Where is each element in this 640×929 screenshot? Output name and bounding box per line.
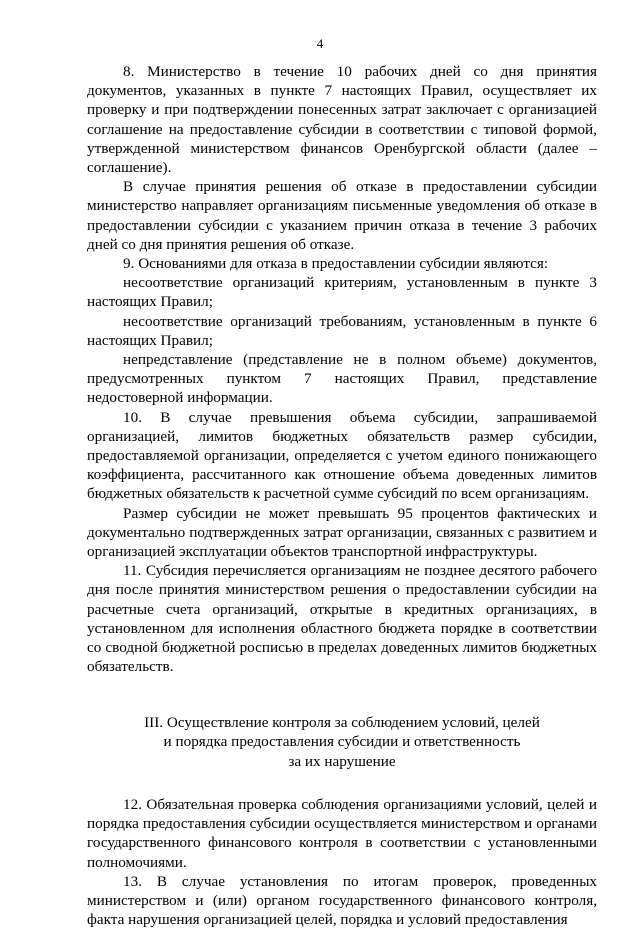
paragraph-refusal-notice: В случае принятия решения об отказе в предоставлении субсидии министерство направляет организациям письменные уведомления об отказе в предоставлении субсидии с указанием причин отказа в течение 3 рабочих дней со дня принятия решения об отказе. (87, 178, 597, 253)
paragraph-8: 8. Министерство в течение 10 рабочих дней со дня принятия документов, указанных в пункте 7 настоящих Правил, осуществляет их проверку и при подтверждении понесенных затрат заключает с организацией соглашение на предоставление субсидии в соответствии с типовой формой, утвержденной министерством финансов Оренбургской области (далее – соглашение). (87, 63, 597, 177)
document-body (87, 62, 597, 929)
paragraph-10: 10. В случае превышения объема субсидии, запрашиваемой организацией, лимитов бюджетных обязательств размер субсидии, предоставляемой организации, определяется с учетом единого понижающего коэффициента, рассчитанного как отношение объема доведенных лимитов бюджетных обязательств к расчетной сумме субсидий по всем организациям. (87, 408, 597, 503)
paragraph-10-limit: Размер субсидии не может превышать 95 процентов фактических и документально подтвержденных затрат организации, связанных с развитием и организацией эксплуатации объектов транспортной инфраструктуры. (87, 504, 597, 561)
paragraph-11: 11. Субсидия перечисляется организациям не позднее десятого рабочего дня после принятия министерством решения о предоставлении субсидии на расчетные счета организаций, открытые в кредитных организациях, в установленном для исполнения областного бюджета порядке в соответствии со сводной бюджетной росписью в пределах доведенных лимитов бюджетных обязательств. (87, 562, 597, 676)
paragraph-12: 12. Обязательная проверка соблюдения организациями условий, целей и порядка предоставления субсидии осуществляется министерством и органами государственного финансового контроля в соответствии с установленными полномочиями. (87, 796, 597, 871)
paragraph-9-criteria: несоответствие организаций критериям, установленным в пункте 3 настоящих Правил; (87, 274, 597, 311)
paragraph-9: 9. Основаниями для отказа в предоставлении субсидии являются: (123, 255, 549, 273)
paragraph-9-documents: непредставление (представление не в полном объеме) документов, предусмотренных пунктом 7 настоящих Правил, представление недостоверной информации. (87, 351, 597, 407)
paragraph-13: 13. В случае установления по итогам проверок, проведенных министерством и (или) органом государственного финансового контроля, факта нарушения организацией целей, порядка и условий предоставления (87, 872, 597, 929)
section-heading-line: III. Осуществление контроля за соблюдением условий, целей (144, 713, 540, 731)
page-number: 4 (316, 36, 324, 51)
section-heading-line: и порядка предоставления субсидии и ответственность (163, 733, 521, 750)
section-heading-line: за их нарушение (288, 752, 396, 770)
paragraph-9-requirements: несоответствие организаций требованиям, установленным в пункте 6 настоящих Правил; (87, 312, 597, 349)
section-heading (87, 713, 597, 772)
